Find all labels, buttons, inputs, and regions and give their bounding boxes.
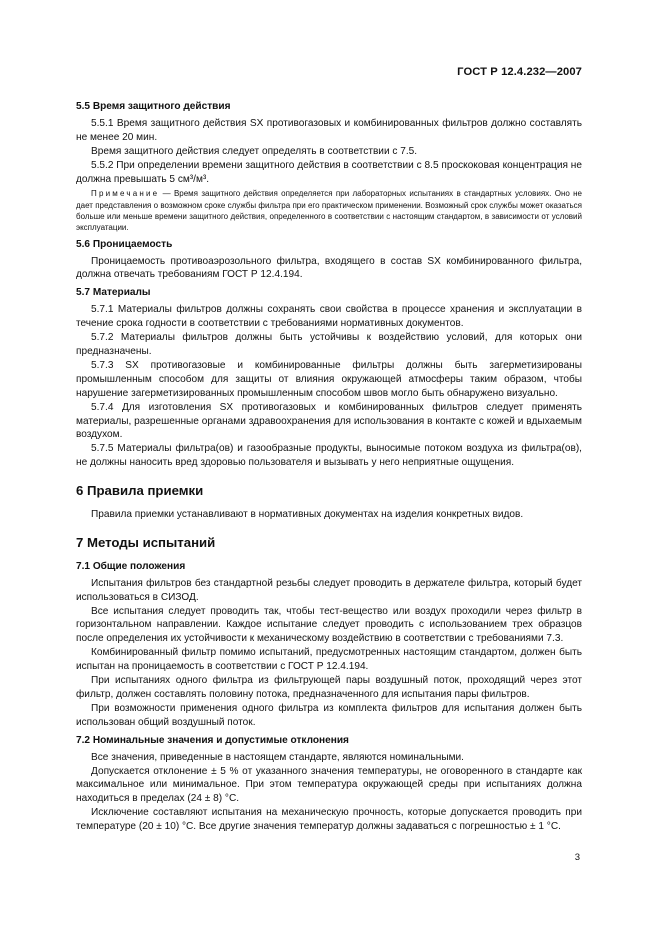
paragraph-5-6: Проницаемость противоаэрозольного фильтра, входящего в состав SX комбинированного фильтра, должна отвечать требованиям ГОСТ Р 12.4.194.	[76, 255, 582, 281]
paragraph-7-2-c: Исключение составляют испытания на механическую прочность, которые допускается проводить при температуре (20 ± 10) °С. Все другие значения температур должны задаваться с погрешностью ± 1 °С.	[76, 807, 582, 833]
paragraph-5-5-1: 5.5.1 Время защитного действия SX противогазовых и комбинированных фильтров должно составлять не менее 20 мин.	[76, 117, 582, 143]
paragraph-5-5-2: 5.5.2 При определении времени защитного действия в соответствии с 8.5 проскоковая концентрация не должна превышать 5 см³/м³.	[76, 159, 582, 185]
paragraph-7-2-a: Все значения, приведенные в настоящем стандарте, являются номинальными.	[91, 751, 464, 763]
paragraph-5-7-3: 5.7.3 SX противогазовые и комбинированные фильтры должны быть загерметизированы промышленным способом для защиты от влияния окружающей атмосферы таким образом, чтобы нарушение загерметизированных промышленным способом швов могло быть обнаружено визуально.	[76, 359, 582, 399]
note-label: Примечание	[91, 189, 160, 199]
note-text: — Время защитного действия определяется при лабораторных испытаниях в стандартных условиях. Оно не дает представления о возможном сроке службы фильтра при его практическом применении. Возможный срок службы может оказаться больше или меньше времени защитного действия, определенного в соответствии с настоящим стандартом, в зависимости от условий эксплуатации.	[76, 189, 582, 233]
section-6-heading: 6 Правила приемки	[76, 483, 204, 499]
section-7-1-heading: 7.1 Общие положения	[76, 560, 186, 572]
paragraph-5-7-2: 5.7.2 Материалы фильтров должны быть устойчивы к воздействию условий, для которых они предназначены.	[76, 332, 582, 357]
paragraph-5-7-4: 5.7.4 Для изготовления SX противогазовых и комбинированных фильтров следует применять материалы, разрешенные органами здравоохранения для использования в контакте с кожей и вдыхаемым воздухом.	[76, 401, 582, 441]
section-5-5-heading: 5.5 Время защитного действия	[76, 101, 231, 112]
page-number: 3	[574, 852, 580, 863]
paragraph-7-2-b: Допускается отклонение ± 5 % от указанного значения температуры, не оговоренного в стандарте как максимальное или минимальное. При этом температура окружающей среды при испытаниях должна находиться в пределах (24 ± 8) °С.	[76, 765, 582, 805]
paragraph-5-7-1: 5.7.1 Материалы фильтров должны сохранять свои свойства в процессе хранения и эксплуатации в течение срока годности в соответствии с требованиями нормативных документов.	[76, 304, 582, 330]
paragraph-7-1-b: Все испытания следует проводить так, чтобы тест-вещество или воздух проходили через фильтр в горизонтальном направлении. Каждое испытание следует проводить с использованием трех образцов после определения их устойчивости к механическому воздействию в соответствии с требованиями 7.3.	[76, 605, 582, 645]
page-content	[76, 96, 582, 834]
paragraph-6: Правила приемки устанавливают в нормативных документах на изделия конкретных видов.	[91, 509, 524, 521]
paragraph-7-1-e: При возможности применения одного фильтра из комплекта фильтров для испытания должен быть использован общий воздушный поток.	[76, 702, 582, 728]
section-5-7-heading: 5.7 Материалы	[76, 287, 151, 299]
paragraph-7-1-c: Комбинированный фильтр помимо испытаний, предусмотренных настоящим стандартом, должен быть испытан на проницаемость в соответствии с ГОСТ Р 12.4.194.	[76, 647, 582, 673]
paragraph-5-7-5: 5.7.5 Материалы фильтра(ов) и газообразные продукты, выносимые потоком воздуха из фильтра(ов), не должны наносить вред здоровью пользователя и вызывать у него неприятные ощущения.	[76, 443, 582, 469]
paragraph-7-1-d: При испытаниях одного фильтра из фильтрующей пары воздушный поток, проходящий через этот фильтр, должен составлять половину потока, предназначенного для испытания пары фильтров.	[76, 675, 582, 700]
paragraph-5-5-1-cont: Время защитного действия следует определять в соответствии с 7.5.	[91, 145, 418, 157]
paragraph-7-1-a: Испытания фильтров без стандартной резьбы следует проводить в держателе фильтра, который будет использоваться в СИЗОД.	[76, 577, 582, 603]
section-5-6-heading: 5.6 Проницаемость	[76, 238, 173, 250]
section-7-2-heading: 7.2 Номинальные значения и допустимые отклонения	[76, 734, 349, 746]
note	[76, 188, 582, 233]
section-7-heading: 7 Методы испытаний	[76, 534, 216, 550]
document-id-header: ГОСТ Р 12.4.232—2007	[457, 66, 582, 78]
